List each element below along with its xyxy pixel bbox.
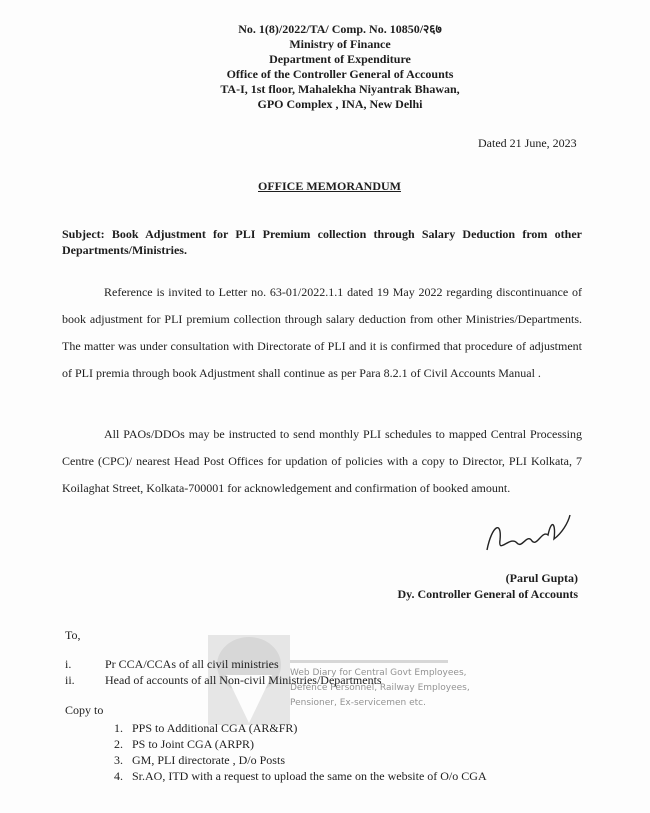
signatory-designation: Dy. Controller General of Accounts bbox=[397, 587, 578, 601]
address-line-1: TA-I, 1st floor, Mahalekha Niyantrak Bhawan, bbox=[220, 82, 460, 96]
subject: Subject: Book Adjustment for PLI Premium collection through Salary Deduction from other Departments/Ministries. bbox=[62, 227, 582, 257]
date: Dated 21 June, 2023 bbox=[478, 136, 577, 150]
list-item: i. Pr CCA/CCAs of all civil ministries bbox=[65, 657, 279, 671]
list-item: 3. GM, PLI directorate , D/o Posts bbox=[114, 753, 285, 767]
list-item: ii. Head of accounts of all Non-civil Ministries/Departments bbox=[65, 673, 382, 687]
list-item: 1. PPS to Additional CGA (AR&FR) bbox=[114, 721, 298, 735]
ministry: Ministry of Finance bbox=[289, 37, 391, 51]
recipient-list bbox=[65, 656, 382, 688]
watermark-text: Web Diary for Central Govt Employees, Defence Personnel, Railway Employees, Pensioner, Ex-servicemen etc. bbox=[290, 668, 470, 708]
memo-title: OFFICE MEMORANDUM bbox=[258, 179, 401, 193]
copy-to-label: Copy to bbox=[65, 703, 104, 717]
reference-number: No. 1(8)/2022/TA/ Comp. No. 10850/२६७ bbox=[238, 22, 442, 36]
list-item: 2. PS to Joint CGA (ARPR) bbox=[114, 737, 255, 751]
address-line-2: GPO Complex , INA, New Delhi bbox=[257, 97, 423, 111]
list-item: 4. Sr.AO, ITD with a request to upload the same on the website of O/o CGA bbox=[114, 769, 487, 783]
paragraph-2: All PAOs/DDOs may be instructed to send monthly PLI schedules to mapped Central Processing Centre (CPC)/ nearest Head Post Offices for updation of policies with a copy to Director, PLI Kolkata, 7 Koilaghat Street, Kolkata-700001 for acknowledgement and confirmation of booked amount. bbox=[62, 427, 582, 495]
copy-list bbox=[114, 720, 487, 784]
letterhead bbox=[180, 22, 500, 112]
department: Department of Expenditure bbox=[269, 52, 411, 66]
signatory-name: (Parul Gupta) bbox=[505, 571, 578, 585]
signature-image bbox=[482, 505, 572, 560]
paragraph-1: Reference is invited to Letter no. 63-01/2022.1.1 dated 19 May 2022 regarding discontinuance of book adjustment for PLI premium collection through salary deduction from other Ministries/Departments. The matter was under consultation with Directorate of PLI and it is confirmed that procedure of adjustment of PLI premia through book Adjustment shall continue as per Para 8.2.1 of Civil Accounts Manual . bbox=[62, 285, 582, 380]
to-label: To, bbox=[65, 628, 81, 642]
office: Office of the Controller General of Accounts bbox=[226, 67, 454, 81]
